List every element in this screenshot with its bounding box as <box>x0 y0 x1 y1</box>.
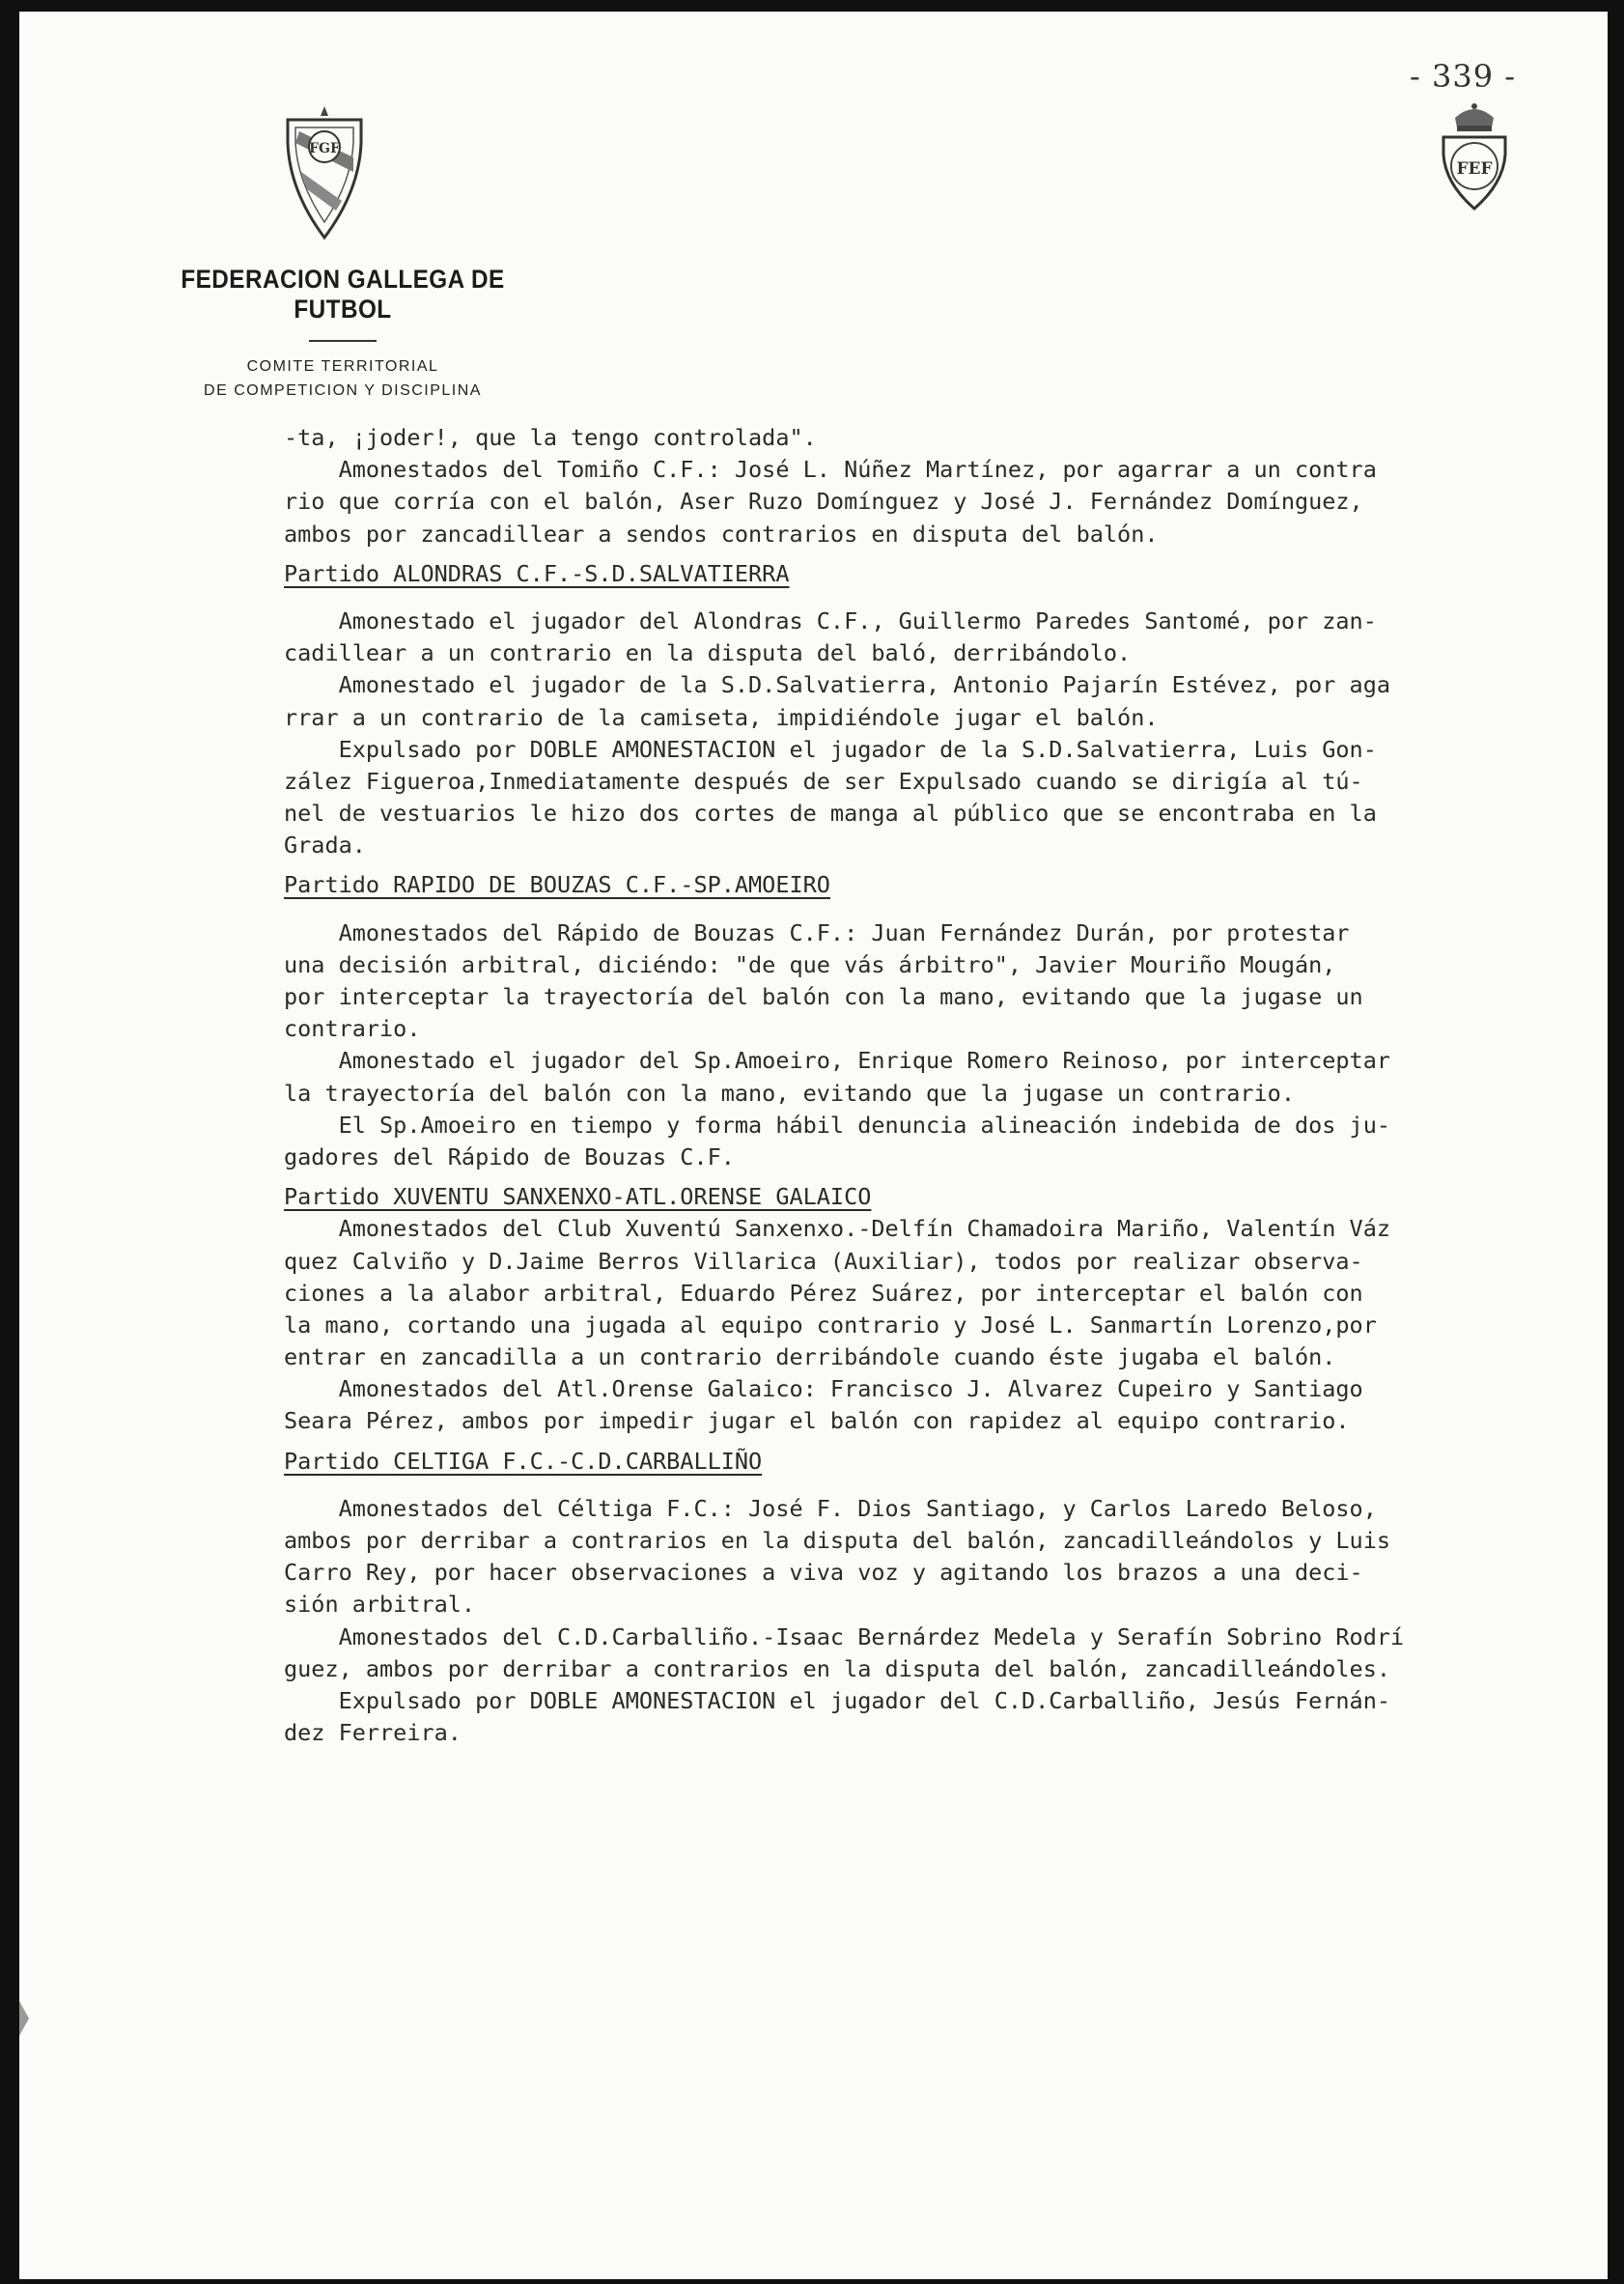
spacer <box>284 1478 1608 1493</box>
text-line: una decisión arbitral, diciéndo: "de que vás árbitro", Javier Mouriño Mougán, <box>284 950 1336 978</box>
letterhead-divider <box>309 340 377 342</box>
spacer <box>284 550 1608 558</box>
document-page <box>19 12 1608 2279</box>
crest-left-initials: FGF <box>309 141 340 156</box>
match-heading: Partido RAPIDO DE BOUZAS C.F.-SP.AMOEIRO <box>284 871 830 899</box>
text-line: Amonestado el jugador del Sp.Amoeiro, Enrique Romero Reinoso, por interceptar <box>284 1047 1391 1075</box>
spacer <box>284 1438 1608 1446</box>
text-line: rio que corría con el balón, Aser Ruzo Domínguez y José J. Fernández Domínguez, <box>284 488 1363 516</box>
text-line: rrar a un contrario de la camiseta, impidiéndole jugar el balón. <box>284 703 1159 731</box>
text-line: Amonestado el jugador del Alondras C.F., Guillermo Paredes Santomé, por zan- <box>284 606 1377 634</box>
text-line: Amonestados del Tomiño C.F.: José L. Núñez Martínez, por agarrar a un contra <box>284 456 1377 484</box>
spanish-federation-crest-logo <box>1436 97 1513 216</box>
text-line: Seara Pérez, ambos por impedir jugar el balón con rapidez al equipo contrario. <box>284 1407 1350 1435</box>
text-line: Expulsado por DOBLE AMONESTACION el jugador del C.D.Carballiño, Jesús Fernán- <box>284 1686 1391 1714</box>
committee-line-1: COMITE TERRITORIAL <box>246 358 439 375</box>
spacer <box>284 1173 1608 1181</box>
match-heading-row <box>284 1181 1608 1213</box>
match-heading: Partido XUVENTU SANXENXO-ATL.ORENSE GALAICO <box>284 1183 872 1211</box>
text-line: zález Figueroa,Inmediatamente después de ser Expulsado cuando se dirigía al tú- <box>284 767 1363 795</box>
text-line: la trayectoría del balón con la mano, evitando que la jugase un contrario. <box>284 1079 1295 1107</box>
text-line: Amonestados del Club Xuventú Sanxenxo.-Delfín Chamadoira Mariño, Valentín Váz <box>284 1215 1391 1243</box>
text-line: por interceptar la trayectoría del balón con la mano, evitando que la jugase un <box>284 983 1363 1010</box>
page-number: - 339 - <box>1410 58 1517 95</box>
text-line: Expulsado por DOBLE AMONESTACION el jugador de la S.D.Salvatierra, Luis Gon- <box>284 735 1377 763</box>
match-heading: Partido ALONDRAS C.F.-S.D.SALVATIERRA <box>284 559 790 587</box>
text-line: dez Ferreira. <box>284 1719 462 1747</box>
text-line: entrar en zancadilla a un contrario derribándole cuando éste jugaba el balón. <box>284 1343 1336 1371</box>
text-line: Amonestados del C.D.Carballiño.-Isaac Bernárdez Medela y Serafín Sobrino Rodrí <box>284 1622 1405 1650</box>
text-line: la mano, cortando una jugada al equipo contrario y José L. Sanmartín Lorenzo,por <box>284 1311 1377 1339</box>
match-heading-row <box>284 1446 1608 1478</box>
text-line: guez, ambos por derribar a contrarios en la disputa del balón, zancadilleándoles. <box>284 1654 1391 1682</box>
spacer <box>284 902 1608 917</box>
text-line: Amonestados del Rápido de Bouzas C.F.: Juan Fernández Durán, por protestar <box>284 918 1350 946</box>
federation-name: FEDERACION GALLEGA DE FUTBOL <box>181 265 505 324</box>
text-line: -ta, ¡joder!, que la tengo controlada". <box>284 424 817 451</box>
text-line: Amonestados del Céltiga F.C.: José F. Dios Santiago, y Carlos Laredo Beloso, <box>284 1494 1377 1522</box>
text-line: nel de vestuarios le hizo dos cortes de manga al público que se encontraba en la <box>284 800 1377 828</box>
federation-crest-logo <box>284 104 365 245</box>
match-heading-row <box>284 869 1608 901</box>
text-line: gadores del Rápido de Bouzas C.F. <box>284 1142 735 1170</box>
crest-right-initials: FEF <box>1456 159 1493 179</box>
committee-line-2: DE COMPETICION Y DISCIPLINA <box>204 382 482 399</box>
text-line: ciones a la alabor arbitral, Eduardo Pérez Suárez, por interceptar el balón con <box>284 1279 1363 1307</box>
text-line: Carro Rey, por hacer observaciones a viva voz y agitando los brazos a una deci- <box>284 1559 1363 1587</box>
scan-edge-mark <box>19 2001 29 2036</box>
text-line: sión arbitral. <box>284 1591 476 1619</box>
match-heading: Partido CELTIGA F.C.-C.D.CARBALLIÑO <box>284 1447 763 1475</box>
text-line: cadillear a un contrario en la disputa del baló, derribándolo. <box>284 639 1132 667</box>
text-line: Amonestado el jugador de la S.D.Salvatierra, Antonio Pajarín Estévez, por aga <box>284 671 1391 699</box>
text-line: ambos por derribar a contrarios en la disputa del balón, zancadilleándolos y Luis <box>284 1527 1391 1554</box>
text-line: contrario. <box>284 1015 421 1043</box>
text-line: ambos por zancadillear a sendos contrarios en disputa del balón. <box>284 520 1159 548</box>
spacer <box>284 861 1608 869</box>
text-line: quez Calviño y D.Jaime Berros Villarica (Auxiliar), todos por realizar observa- <box>284 1247 1363 1275</box>
text-line: El Sp.Amoeiro en tiempo y forma hábil denuncia alineación indebida de dos ju- <box>284 1111 1391 1139</box>
letterhead <box>116 265 570 403</box>
document-body <box>284 422 1608 1749</box>
spacer <box>284 590 1608 606</box>
text-line: Grada. <box>284 832 366 860</box>
text-line: Amonestados del Atl.Orense Galaico: Francisco J. Alvarez Cupeiro y Santiago <box>284 1375 1363 1403</box>
match-heading-row <box>284 558 1608 590</box>
